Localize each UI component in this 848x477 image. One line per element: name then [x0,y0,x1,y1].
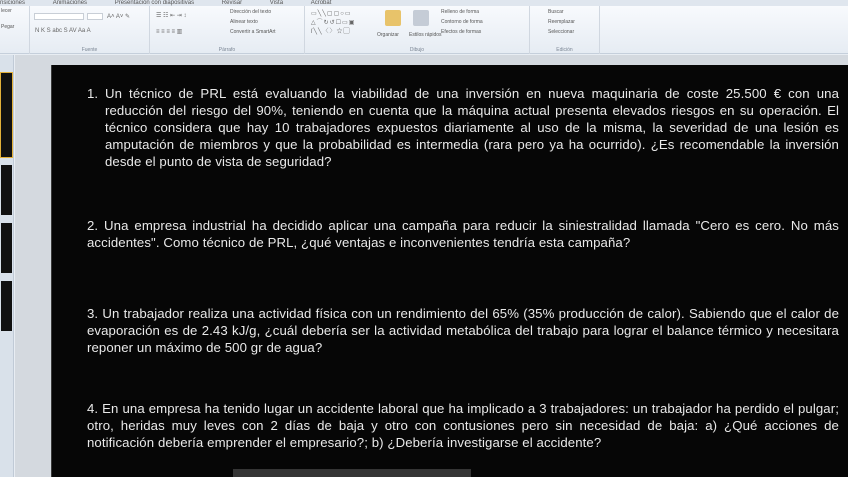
tab-revisar[interactable]: Revisar [221,0,243,6]
slide-thumbnails-panel [0,55,14,477]
font-format-icons[interactable]: N K S abc S AV Aa A [35,28,91,34]
question-4[interactable]: 4. En una empresa ha tenido lugar un accidente laboral que ha implicado a 3 trabajadores: un trabajador ha perdido el pulgar; otro, heridas muy leves con 2 días de baja y otro con contusiones pero sin necesidad de baja: a) ¿Qué acciones de notificación debería emprender el empresario?; b) ¿Debería investigarse el accidente? [87,401,839,450]
list-icons[interactable]: ☰ ☷ ⇤ ⇥ ↕ [156,13,187,19]
ribbon-group-dibujo-label: Dibujo [409,47,425,53]
slide[interactable] [51,65,848,477]
slide-thumbnail-4[interactable] [1,281,12,331]
select-button[interactable]: Seleccionar [548,29,575,35]
quick-styles-button[interactable]: Estilos rápidos [409,32,442,38]
ribbon-label-pegar[interactable]: Pegar [1,24,15,30]
slide-thumbnail-2[interactable] [1,165,12,215]
ribbon [0,6,848,54]
ribbon-group-edicion-label: Edición [556,47,573,53]
tab-presentacion[interactable]: Presentación con diapositivas [114,0,195,6]
ribbon-group-dibujo [305,6,530,54]
question-1-text: Un técnico de PRL está evaluando la viabilidad de una inversión en nueva maquinaria de coste 25.500 € con una reducción del riesgo del 90%, teniendo en cuenta que la máquina actual presenta elevados riesgos en su operación. El técnico considera que hay 10 trabajadores expuestos diariamente al uso de la misma, la severidad de una lesión es amputación de miembros y que la probabilidad es intermedia (rara pero ya ha ocurrido). ¿Es recomendable la inversión desde el punto de vista de seguridad? [105,86,839,169]
ribbon-group-fuente [30,6,150,54]
slide-thumbnail-3[interactable] [1,223,12,273]
question-1[interactable] [87,85,839,170]
question-2[interactable]: 2. Una empresa industrial ha decidido aplicar una campaña para reducir la siniestralidad llamada "Cero es cero. No más accidentes". Como técnico de PRL, ¿qué ventajas e inconvenientes tendría esta campaña? [87,218,839,250]
shape-effects-button[interactable]: Efectos de formas [441,29,482,35]
align-text-button[interactable]: Alinear texto [230,19,258,25]
shape-fill-button[interactable]: Relleno de forma [441,9,480,15]
find-button[interactable]: Buscar [548,9,564,15]
align-icons[interactable]: ≡ ≡ ≡ ≡ ▥ [156,29,183,35]
font-grow-shrink-icon[interactable]: A˄ A˅ ✎ [107,14,131,20]
question-1-number: 1. [87,86,99,101]
shape-outline-button[interactable]: Contorno de forma [441,19,483,25]
bottom-overlay-bar [233,469,471,477]
tab-vista[interactable]: Vista [269,0,284,6]
ribbon-group-fuente-label: Fuente [81,47,98,53]
text-direction-button[interactable]: Dirección del texto [230,9,272,15]
ribbon-label-lecer[interactable]: lecer [1,8,12,14]
ribbon-group-diapositivas [0,6,30,54]
tab-transiciones[interactable]: nsiciones [0,0,26,6]
font-name-select[interactable] [34,13,84,20]
tab-acrobat[interactable]: Acrobat [310,0,332,6]
smartart-button[interactable]: Convertir a SmartArt [230,29,276,35]
font-size-select[interactable] [87,13,103,20]
ribbon-group-parrafo-label: Párrafo [218,47,236,53]
quick-styles-icon[interactable] [413,10,429,26]
slide-thumbnail-1[interactable] [1,73,12,157]
shapes-gallery-icon[interactable]: ▭╲╲▢▢○▭ △⌒↻↺☐▭▣ ſ╲╲〈〉☆▢ [311,11,356,35]
ribbon-group-edicion [530,6,600,54]
slide-canvas [15,55,848,477]
organize-icon[interactable] [385,10,401,26]
ribbon-group-parrafo [150,6,305,54]
replace-button[interactable]: Reemplazar [548,19,575,25]
question-3[interactable]: 3. Un trabajador realiza una actividad física con un rendimiento del 65% (35% producción de calor). Sabiendo que el calor de evaporación es de 2.43 kJ/g, ¿cuál debería ser la actividad metabólica del trabajo para lograr el balance térmico y necesitara reponer un máximo de 500 gr de agua? [87,306,839,355]
organize-button[interactable]: Organizar [377,32,399,38]
tab-animaciones[interactable]: Animaciones [52,0,88,6]
